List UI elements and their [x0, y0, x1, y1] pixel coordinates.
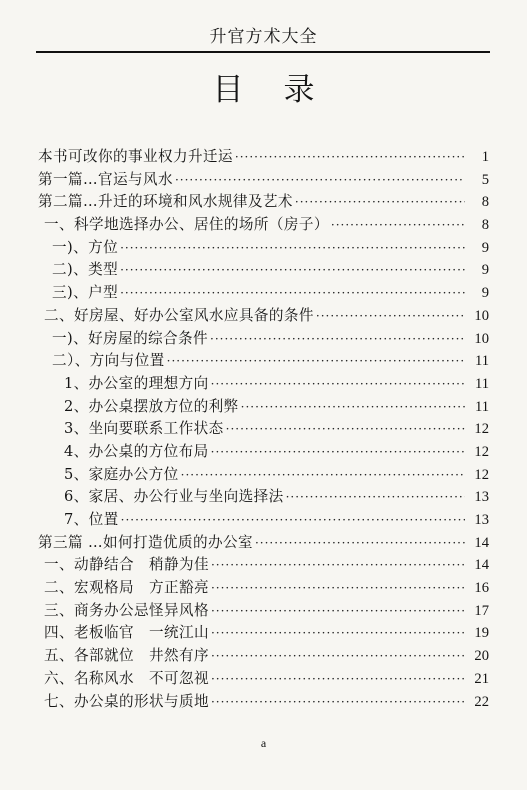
toc-entry-label: 2、办公桌摆放方位的利弊: [64, 397, 239, 415]
toc-title: 目录: [212, 72, 355, 108]
toc-entry[interactable]: [0, 691, 527, 714]
toc-entry[interactable]: [0, 373, 527, 396]
toc-dot-leader: [235, 146, 465, 169]
toc-entry[interactable]: [0, 622, 527, 645]
toc-entry-page-number: 1: [481, 149, 489, 165]
toc-dot-leader: [286, 486, 465, 509]
toc-entry-page-number: 10: [474, 330, 489, 347]
toc-entry[interactable]: [0, 305, 527, 328]
toc-entry-label: 一)、方位: [52, 238, 119, 256]
toc-entry-label: 5、家庭办公方位: [64, 465, 179, 483]
toc-entry-label: 1、办公室的理想方向: [64, 374, 209, 392]
toc-dot-leader: [120, 259, 465, 282]
toc-dot-leader: [211, 691, 465, 714]
toc-dot-leader: [226, 418, 465, 441]
toc-entry[interactable]: [0, 509, 527, 532]
toc-dot-leader: [316, 305, 465, 328]
toc-entry-label: 四、老板临官 一统江山: [44, 624, 209, 642]
toc-entry[interactable]: [0, 169, 527, 192]
toc-entry[interactable]: [0, 600, 527, 623]
toc-entry-label: 一、科学地选择办公、居住的场所（房子）: [44, 216, 329, 234]
toc-entry-page-number: 12: [474, 443, 489, 460]
toc-entry[interactable]: [0, 418, 527, 441]
toc-entry-label: 3、坐向要联系工作状态: [64, 420, 224, 438]
toc-entry-page-number: 10: [474, 307, 489, 324]
toc-dot-leader: [211, 554, 465, 577]
toc-entry-page-number: 13: [474, 489, 489, 506]
toc-entry-page-number: 21: [474, 670, 489, 687]
toc-dot-leader: [211, 600, 465, 623]
toc-dot-leader: [181, 464, 465, 487]
toc-dot-leader: [120, 237, 465, 260]
toc-entry[interactable]: [0, 668, 527, 691]
toc-entry[interactable]: [0, 191, 527, 214]
toc-dot-leader: [241, 396, 465, 419]
toc-entry-label: 6、家居、办公行业与坐向选择法: [64, 488, 284, 506]
header-rule: [36, 51, 490, 53]
toc-entry-label: 7、位置: [64, 511, 119, 528]
toc-dot-leader: [211, 577, 465, 600]
toc-dot-leader: [121, 509, 465, 532]
toc-entry-page-number: 8: [481, 194, 489, 211]
toc-entry[interactable]: [0, 486, 527, 509]
toc-dot-leader: [211, 441, 465, 464]
toc-entry[interactable]: [0, 554, 527, 577]
toc-entry-label: 第二篇…升迁的环境和风水规律及艺术: [38, 193, 293, 211]
toc-entry-page-number: 12: [474, 421, 489, 438]
toc-entry-page-number: 20: [474, 648, 489, 665]
toc-entry-page-number: 8: [481, 217, 489, 234]
toc-dot-leader: [167, 350, 465, 373]
toc-entry-label: 二、宏观格局 方正豁亮: [44, 579, 209, 597]
toc-entry-page-number: 13: [474, 512, 489, 528]
toc-dot-leader: [331, 214, 465, 237]
toc-entry-label: 五、各部就位 井然有序: [44, 647, 209, 665]
toc-entry-page-number: 9: [481, 239, 489, 256]
toc-entry-page-number: 14: [474, 557, 489, 574]
toc-entry-label: 一、动静结合 稍静为佳: [44, 556, 209, 574]
toc-entry-label: 二、好房屋、好办公室风水应具备的条件: [44, 306, 314, 324]
toc-dot-leader: [295, 191, 465, 214]
toc-dot-leader: [175, 169, 465, 192]
toc-entry-label: 七、办公桌的形状与质地: [44, 692, 209, 710]
toc-entry-page-number: 9: [481, 262, 489, 279]
toc-entry-label: 二)、类型: [52, 261, 119, 279]
toc-list: [0, 146, 527, 713]
toc-entry[interactable]: [0, 350, 527, 373]
toc-entry-label: 第三篇 …如何打造优质的办公室: [38, 533, 253, 551]
toc-dot-leader: [211, 373, 465, 396]
toc-entry-label: 三)、户型: [52, 284, 119, 302]
toc-dot-leader: [255, 532, 465, 555]
toc-entry[interactable]: [0, 282, 527, 305]
toc-entry-page-number: 12: [474, 466, 489, 483]
toc-entry-page-number: 22: [474, 693, 489, 710]
toc-entry-page-number: 11: [474, 353, 489, 370]
page-footer-marker: a: [260, 736, 267, 750]
toc-dot-leader: [120, 282, 465, 305]
toc-entry[interactable]: [0, 328, 527, 351]
toc-entry-page-number: 16: [474, 580, 489, 597]
toc-entry[interactable]: [0, 577, 527, 600]
toc-entry[interactable]: [0, 464, 527, 487]
toc-dot-leader: [211, 645, 465, 668]
toc-entry-page-number: 5: [481, 171, 489, 188]
toc-entry-page-number: 17: [474, 602, 489, 619]
toc-entry-page-number: 14: [474, 534, 489, 551]
toc-dot-leader: [210, 328, 465, 351]
toc-entry-page-number: 11: [474, 375, 489, 392]
toc-entry-label: 一)、好房屋的综合条件: [52, 329, 209, 347]
toc-entry[interactable]: [0, 645, 527, 668]
toc-entry-label: 六、名称风水 不可忽视: [44, 669, 209, 687]
toc-entry-label: 三、商务办公忌怪异风格: [44, 601, 209, 619]
toc-dot-leader: [211, 668, 465, 691]
toc-entry[interactable]: [0, 532, 527, 555]
toc-entry-label: 本书可改你的事业权力升迁运: [38, 148, 233, 165]
toc-entry-page-number: 9: [481, 285, 489, 302]
toc-entry[interactable]: [0, 259, 527, 282]
toc-entry-page-number: 11: [474, 398, 489, 415]
toc-entry[interactable]: [0, 214, 527, 237]
toc-entry-page-number: 19: [474, 625, 489, 642]
toc-entry[interactable]: [0, 396, 527, 419]
toc-entry-label: 第一篇…官运与风水: [38, 170, 173, 188]
toc-dot-leader: [211, 622, 465, 645]
toc-entry[interactable]: [0, 146, 527, 169]
toc-entry[interactable]: [0, 441, 527, 464]
toc-entry-label: 二）、方向与位置: [52, 352, 165, 370]
running-header: 升官方术大全: [209, 27, 318, 47]
toc-entry-label: 4、办公桌的方位布局: [64, 442, 209, 460]
toc-entry[interactable]: [0, 237, 527, 260]
